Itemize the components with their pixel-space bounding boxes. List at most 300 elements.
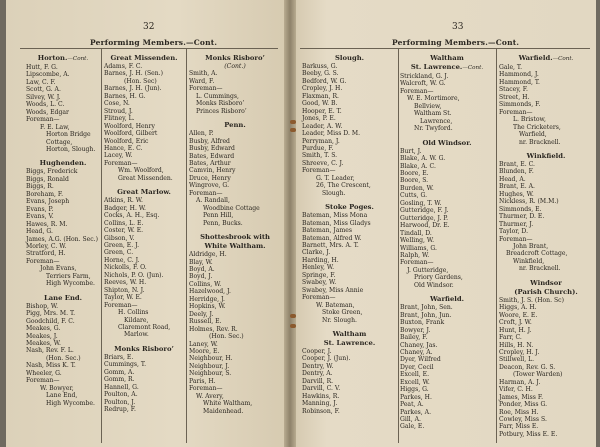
section-heading-text: (Parish Church). — [514, 287, 578, 296]
right-page-heading — [392, 38, 519, 47]
member-name: Marlow. — [124, 331, 149, 339]
member-name: Silvey, W. J. — [26, 93, 61, 101]
member-name: Stoke Green, — [322, 309, 363, 317]
member-name: Collins, L. E. — [104, 219, 144, 227]
section-heading — [26, 54, 100, 63]
member-name: Briars, E. — [104, 353, 134, 361]
member-name: Gale, E. — [400, 423, 425, 431]
section-heading — [189, 233, 281, 241]
member-name: Green, C. — [104, 249, 134, 257]
member-name: Woodbine Cottage — [203, 204, 260, 212]
member-name: Penn Hill, — [203, 212, 234, 220]
member-name: Barnes, J. H. (Jun). — [104, 85, 162, 93]
member-name: Perryman, J. — [302, 137, 340, 145]
member-name: Busby, Alfred — [189, 137, 230, 145]
member-name: 26, The Crescent, — [316, 182, 371, 190]
member-name: Biggs, R. — [26, 183, 54, 191]
member-name: Dyer, Wilfred — [400, 356, 441, 364]
right-heading-rule — [300, 48, 590, 49]
member-name: Great Missenden. — [118, 174, 173, 182]
section-heading — [302, 330, 397, 338]
foreman-label: Foreman— — [26, 116, 60, 124]
member-name: Paris, H. — [189, 377, 216, 385]
member-name: Parkes, A. — [400, 408, 432, 416]
foreman-label: Foreman— — [400, 259, 434, 267]
member-name: Swabey, Miss Annie — [302, 286, 364, 294]
section-heading-text: Great Marlow. — [117, 188, 171, 197]
member-name: Breadcroft Cottage, — [506, 250, 568, 258]
member-name: Farr, C. — [499, 334, 522, 342]
member-name: Hance, E. C. — [104, 144, 143, 152]
left-page-number: 32 — [143, 22, 155, 32]
member-name: Head, G. — [26, 228, 53, 236]
member-name: Bateman, James — [302, 227, 352, 235]
member-name: Boore, E. — [400, 169, 429, 177]
member-name: Ponder, Miss G. — [499, 401, 548, 409]
left-column-divider-1 — [101, 49, 102, 443]
left-column-1 — [26, 52, 100, 407]
member-name: Waltham St. — [414, 110, 452, 118]
section-heading-cont: —Cont. — [67, 56, 89, 62]
member-name: Deely, J. — [189, 310, 214, 318]
member-name: Boreham, F. — [26, 190, 64, 198]
member-name: Higgs, A. H. — [499, 304, 537, 312]
left-column-3 — [189, 52, 281, 415]
member-name: Bates, Edward — [189, 152, 235, 160]
member-name: Hammond, T. — [499, 78, 540, 86]
section-heading-text: Lane End. — [43, 293, 83, 302]
member-name: Herridge, J. — [189, 295, 225, 303]
member-name: Boore, S. — [400, 177, 429, 185]
member-name: Buxton, Frank — [400, 319, 445, 327]
member-name: Higgs, G. — [400, 386, 429, 394]
member-name: Laney, W. — [189, 340, 218, 348]
member-name: Blay, W. — [189, 258, 213, 266]
member-name: Cutts, G. — [400, 192, 428, 200]
member-name: Deacon, Rev. G. S. — [499, 363, 556, 371]
right-column-2 — [400, 52, 494, 431]
member-name: Manning, J. — [302, 400, 338, 408]
member-name: Springe, F. — [302, 271, 336, 279]
member-name: Hawkins, R. — [302, 392, 340, 400]
member-name: Harwood, Dr. E. — [400, 222, 450, 230]
member-name: F. E. Law, — [40, 123, 70, 131]
staple-top-lower — [290, 128, 296, 132]
member-name: Bates, Arthur — [189, 159, 231, 167]
section-heading — [400, 63, 494, 72]
section-heading-text: St. Lawrence. — [410, 63, 463, 71]
member-name: Burt, J. — [400, 147, 422, 155]
member-name: G. T. Leader, — [316, 174, 355, 182]
book-gutter — [284, 0, 296, 447]
member-name: Bellview, — [414, 102, 442, 110]
member-name: W. E. Mortimore, — [407, 95, 460, 103]
member-name: Ralph, W. — [400, 251, 430, 259]
member-name: Old Windsor. — [414, 281, 454, 289]
member-name: Barnett, Mrs. A. T. — [302, 241, 359, 249]
member-name: Woolford, Henry — [104, 122, 155, 130]
section-heading-text: Stoke Poges. — [325, 203, 374, 212]
right-column-divider-2 — [496, 49, 497, 443]
member-name: Claremont Road, — [118, 323, 171, 331]
section-heading-cont: —Cont. — [462, 65, 484, 71]
member-name: Woolford, Eric — [104, 137, 149, 145]
member-name: Bowyer, J. — [400, 326, 431, 334]
member-name: J. Gutteridge, — [407, 266, 449, 274]
member-name: W. Bateman, — [316, 301, 355, 309]
member-name: Dentry, A. — [302, 370, 333, 378]
member-name: Simmonds, E. — [499, 205, 542, 213]
staple-bottom-lower — [290, 324, 296, 328]
member-name: Woore, E. E. — [499, 311, 538, 319]
member-name: Barkuss, G. — [302, 63, 338, 70]
left-heading-cont: —Cont. — [186, 38, 218, 47]
member-name: Thurmer, D. E. — [499, 213, 545, 221]
member-name: John Evans, — [40, 265, 77, 273]
member-name: Coster, W. E. — [104, 227, 144, 235]
member-name: Gale, T. — [499, 64, 523, 71]
member-name: White Waltham, — [203, 400, 253, 408]
member-name: Bailey, F. — [400, 334, 428, 342]
member-name: Gosling, T. W. — [400, 199, 442, 207]
member-name: (Tower Warden) — [513, 371, 563, 379]
member-name: Bishop, W. — [26, 302, 59, 310]
member-name: Stroud, J. — [104, 107, 133, 115]
member-name: Moore, E. — [189, 347, 220, 355]
section-heading — [400, 54, 494, 62]
member-name: Nr. Slough. — [322, 316, 357, 324]
section-heading — [302, 339, 397, 347]
foreman-label: Foreman— — [26, 257, 60, 265]
member-name: Hammond, J. — [499, 71, 539, 79]
member-name: Aldridge, H. — [189, 251, 227, 259]
member-name: Peat, A. — [400, 401, 424, 409]
member-name: Cottage, — [46, 138, 73, 146]
member-name: Cooper, J. (Jun). — [302, 355, 351, 363]
member-name: Tindall, D. — [400, 229, 432, 237]
member-name: Harman, A. J. — [499, 378, 541, 386]
member-name: Cropley, H. J. — [499, 348, 540, 356]
member-name: Welling, W. — [400, 237, 435, 245]
member-name: Flaxman, R. — [302, 92, 339, 100]
member-name: Blunden, F. — [499, 168, 534, 176]
member-name: Flitney, L. — [104, 115, 135, 123]
section-heading-cont: —Cont. — [552, 56, 574, 62]
section-heading — [104, 54, 184, 62]
member-name: Scott, G. A. — [26, 86, 61, 94]
foreman-label: Foreman— — [499, 235, 533, 243]
member-name: Woolford, Gilbert — [104, 130, 158, 138]
member-name: Shreeve, C. J. — [302, 159, 344, 167]
member-name: Purdue, F. — [302, 144, 334, 152]
section-heading — [499, 279, 593, 287]
member-name: Neighbour, H. — [189, 355, 233, 363]
member-name: Thurmer, J. — [499, 220, 534, 228]
member-name: A. Randall, — [196, 197, 230, 205]
section-heading-text: White Waltham. — [204, 242, 266, 251]
section-heading — [499, 288, 593, 296]
left-heading-rule — [20, 48, 278, 49]
member-name: Blake, A. C. — [400, 162, 436, 170]
member-name: W. Avery, — [196, 392, 224, 400]
section-heading — [499, 54, 593, 63]
staple-top — [290, 120, 296, 124]
member-name: Brant, E. A. — [499, 183, 535, 191]
section-heading-text: Hughenden. — [39, 159, 87, 168]
member-name: Winkfield, — [513, 257, 545, 265]
section-heading-text: Warfield. — [430, 295, 464, 304]
member-name: Terriers Farm, — [46, 272, 91, 280]
member-name: Stacey, F. — [499, 86, 528, 94]
member-name: Bateman, Alfred W. — [302, 234, 362, 242]
section-heading-text: Monks Risboro’ — [205, 54, 265, 62]
member-name: Kildare, — [124, 316, 149, 324]
section-heading-text: Windsor — [530, 278, 562, 287]
member-name: Hughes, W. — [499, 190, 534, 198]
member-name: Smith, A. — [189, 70, 218, 78]
member-name: Lane End, — [46, 392, 78, 400]
member-name: Shipton, N. J. — [104, 286, 145, 294]
section-heading-text: Slough. — [334, 54, 365, 62]
member-name: Hunt, H. J. — [499, 326, 532, 334]
member-name: Cowley, Miss S. — [499, 416, 547, 424]
member-name: Hazelwood, J. — [189, 288, 231, 296]
member-name: (Hon. Sec) — [124, 77, 157, 85]
foreman-label: Foreman— — [104, 301, 138, 309]
member-name: Strickland, G. J. — [400, 73, 449, 80]
section-heading-text: Warfield. — [518, 54, 553, 62]
member-name: Vifer, C. H. — [499, 386, 533, 394]
right-column-divider-1 — [398, 49, 399, 443]
member-name: Leader, A. W. — [302, 122, 343, 130]
section-heading — [302, 54, 397, 62]
member-name: Clarke, J. — [302, 249, 331, 257]
member-name: Evans, P. — [26, 205, 54, 213]
member-name: Chaney, Jas. — [400, 341, 438, 349]
member-name: Holmes, Rev. R. — [189, 325, 238, 333]
member-name: Cocks, A. H., Esq. — [104, 212, 160, 220]
member-name: Horne, C. J. — [104, 256, 140, 264]
member-name: nr. Bracknell. — [519, 138, 561, 146]
staple-bottom — [290, 314, 296, 318]
member-name: Head, A. — [499, 175, 526, 183]
member-name: Bedford, W. G. — [302, 77, 347, 85]
member-name: Gomm, A. — [104, 368, 135, 376]
member-name: Wingrove, G. — [189, 182, 230, 190]
member-name: Woods, L. C. — [26, 101, 65, 109]
section-heading — [189, 54, 281, 62]
member-name: Dentry, W. — [302, 362, 334, 370]
member-name: Collins, W. — [189, 280, 222, 288]
member-name: Farr, Miss E. — [499, 423, 539, 431]
member-name: nr. Bracknell. — [519, 265, 561, 273]
member-name: Gibson, V. — [104, 234, 135, 242]
foreman-label: Foreman— — [189, 189, 223, 197]
member-name: Hannell, G. — [104, 383, 139, 391]
member-name: L. Bristow, — [513, 116, 546, 124]
member-name: Meakes, J. — [26, 332, 58, 340]
member-name: Croft, J. W. — [499, 319, 532, 327]
member-name: Leader, Miss D. M. — [302, 130, 361, 138]
member-name: L. Cummings, — [196, 92, 239, 100]
member-name: Lipscombe, A. — [26, 71, 70, 79]
member-name: Walcroft, W. G. — [400, 80, 446, 88]
member-name: Slough. — [322, 189, 346, 197]
member-name: Redrup, F. — [104, 406, 136, 414]
section-heading-text: Monks Risboro’ — [114, 344, 174, 353]
member-name: Cose, N. — [104, 100, 130, 108]
member-name: Priory Gardens, — [414, 274, 463, 282]
member-name: H. Collins — [118, 309, 149, 317]
member-name: Gomm, R. — [104, 376, 135, 384]
right-heading-cont: —Cont. — [488, 38, 520, 47]
member-name: Adams, F. C. — [104, 63, 143, 70]
foreman-label: Foreman— — [400, 87, 434, 95]
member-name: Smith, J. S. (Hon. Sc) — [499, 296, 564, 304]
section-heading — [189, 121, 281, 129]
member-name: Burden, W. — [400, 184, 434, 192]
left-page-heading — [90, 38, 217, 47]
member-name: Penn, Bucks. — [203, 219, 243, 227]
member-name: Goodchild, F. C. — [26, 317, 75, 325]
member-name: Hooper, E. T. — [302, 107, 342, 115]
member-name: Roe, Miss H. — [499, 408, 539, 416]
section-heading — [104, 345, 184, 353]
member-name: Barnes, H. G. — [104, 92, 146, 100]
member-name: Green, E. J. — [104, 241, 140, 249]
section-heading — [400, 295, 494, 303]
member-name: Hutt, F. G. — [26, 64, 58, 71]
member-name: Maidenhead. — [203, 407, 244, 415]
member-name: Gill, A. — [400, 416, 421, 424]
section-heading-text: Winkfield. — [526, 151, 566, 160]
member-name: Gutteridge, J. P. — [400, 214, 449, 222]
member-name: Wheeler, G. — [26, 369, 62, 377]
member-name: Cooper, J. — [302, 347, 332, 355]
member-name: Boyd, J. — [189, 273, 213, 281]
member-name: Hawes, R. M. — [26, 220, 68, 228]
member-name: Allen, P. — [189, 130, 214, 138]
foreman-label: Foreman— — [302, 167, 336, 175]
member-name: Druce, Henry — [189, 174, 231, 182]
member-name: W. Bowyer, — [40, 384, 74, 392]
member-name: Wm. Woolford, — [118, 167, 164, 175]
member-name: Bateman, Miss Mona — [302, 212, 368, 220]
member-name: Nickolls, F. O. — [104, 264, 147, 272]
foreman-label: Foreman— — [189, 85, 223, 93]
right-heading-text: Performing Members. — [392, 38, 489, 47]
member-name: (Hon. Sec.) — [209, 333, 244, 341]
section-heading-text: St. Lawrence. — [323, 338, 376, 347]
foreman-label: Foreman— — [189, 385, 223, 393]
member-name: Law, C. F. — [26, 78, 56, 86]
member-name: Pigg, Mrs. M. T. — [26, 310, 76, 318]
section-heading-text: Horton. — [37, 54, 68, 62]
section-heading — [499, 152, 593, 160]
member-name: Brant, E. C. — [499, 160, 535, 168]
section-heading-text: Shottesbrook with — [200, 233, 270, 242]
member-name: Atkins, R. W. — [104, 197, 143, 205]
foreman-label: Foreman— — [104, 159, 138, 167]
member-name: Russell, E. — [189, 318, 222, 326]
member-name: Dyer, Cecil — [400, 363, 434, 371]
member-name: Brant, John, Sen. — [400, 304, 453, 312]
member-name: James, A.G. (Hon. Sec.) — [26, 235, 98, 243]
member-name: Williams, G. — [400, 244, 437, 252]
member-name: Meakes, W. — [26, 339, 61, 347]
member-name: Taylor, W. E. — [104, 294, 142, 302]
member-name: The Cricketers, — [513, 123, 561, 131]
member-name: Lawrence, — [420, 117, 453, 125]
section-heading-text: Waltham — [430, 54, 464, 62]
member-name: Nickless, R. (M.M.) — [499, 198, 559, 206]
left-column-divider-2 — [186, 49, 187, 443]
member-name: Neighbour, J. — [189, 362, 230, 370]
member-name: Barnes, J. H. (Sen.) — [104, 70, 163, 78]
member-name: Good, W. B. — [302, 100, 338, 108]
member-name: Boyd, A. — [189, 265, 215, 273]
member-name: Simmonds, F. — [499, 101, 541, 109]
section-heading-text: Waltham — [332, 329, 367, 338]
right-column-3 — [499, 52, 593, 438]
member-name: Biggs, Ronald — [26, 175, 69, 183]
member-name: Darvill, R. — [302, 377, 334, 385]
section-heading — [26, 159, 100, 167]
member-name: Swabey, W. — [302, 279, 337, 287]
foreman-label: Foreman— — [302, 294, 336, 302]
member-name: Robinson, F. — [302, 407, 340, 415]
member-name: Beeby, G. S. — [302, 70, 339, 78]
member-name: (Hon. Sec.) — [46, 354, 81, 362]
member-name: Blake, A. W. G. — [400, 155, 446, 163]
member-name: Warfield, — [519, 131, 547, 139]
member-name: Nash, Rev. F. L. — [26, 347, 74, 355]
member-name: Potbury, Miss E. E. — [499, 430, 558, 438]
member-name: Parkes, H. — [400, 393, 432, 401]
member-name: Smith, T. S. — [302, 152, 338, 160]
member-name: Cropley, J. H. — [302, 85, 343, 93]
section-heading — [104, 188, 184, 196]
section-heading — [189, 242, 281, 250]
section-heading — [302, 203, 397, 211]
member-name: Nichols, P. O. (Jun). — [104, 271, 164, 279]
section-heading — [26, 294, 100, 302]
member-name: Reeves, W. H. — [104, 279, 147, 287]
section-heading-text: Penn. — [224, 121, 246, 130]
left-heading-text: Performing Members. — [90, 38, 187, 47]
right-column-1 — [302, 52, 397, 415]
left-column-2 — [104, 52, 184, 413]
member-name: Excell, W. — [400, 378, 430, 386]
member-name: Gutteridge, F. J. — [400, 207, 449, 215]
member-name: Woods, Edgar — [26, 108, 69, 116]
member-name: Neighbour, S. — [189, 370, 232, 378]
member-name: Lacey, W. — [104, 152, 133, 160]
member-name: Stratford, H. — [26, 250, 66, 258]
member-name: Evans, V. — [26, 213, 54, 221]
foreman-label: Foreman— — [26, 377, 60, 385]
member-name: Camvin, Henry — [189, 167, 236, 175]
section-heading-text: Great Missenden. — [110, 54, 178, 62]
member-name: Morley, C. W. — [26, 242, 67, 250]
member-name: Taylor, D. — [499, 228, 529, 236]
member-name: Hopkins, W. — [189, 303, 226, 311]
section-heading — [400, 139, 494, 147]
member-name: Poulton, A. — [104, 391, 138, 399]
member-name: Chaney, A. — [400, 348, 433, 356]
section-heading-text: Old Windsor. — [422, 138, 472, 147]
member-name: Biggs, Frederick — [26, 168, 78, 176]
